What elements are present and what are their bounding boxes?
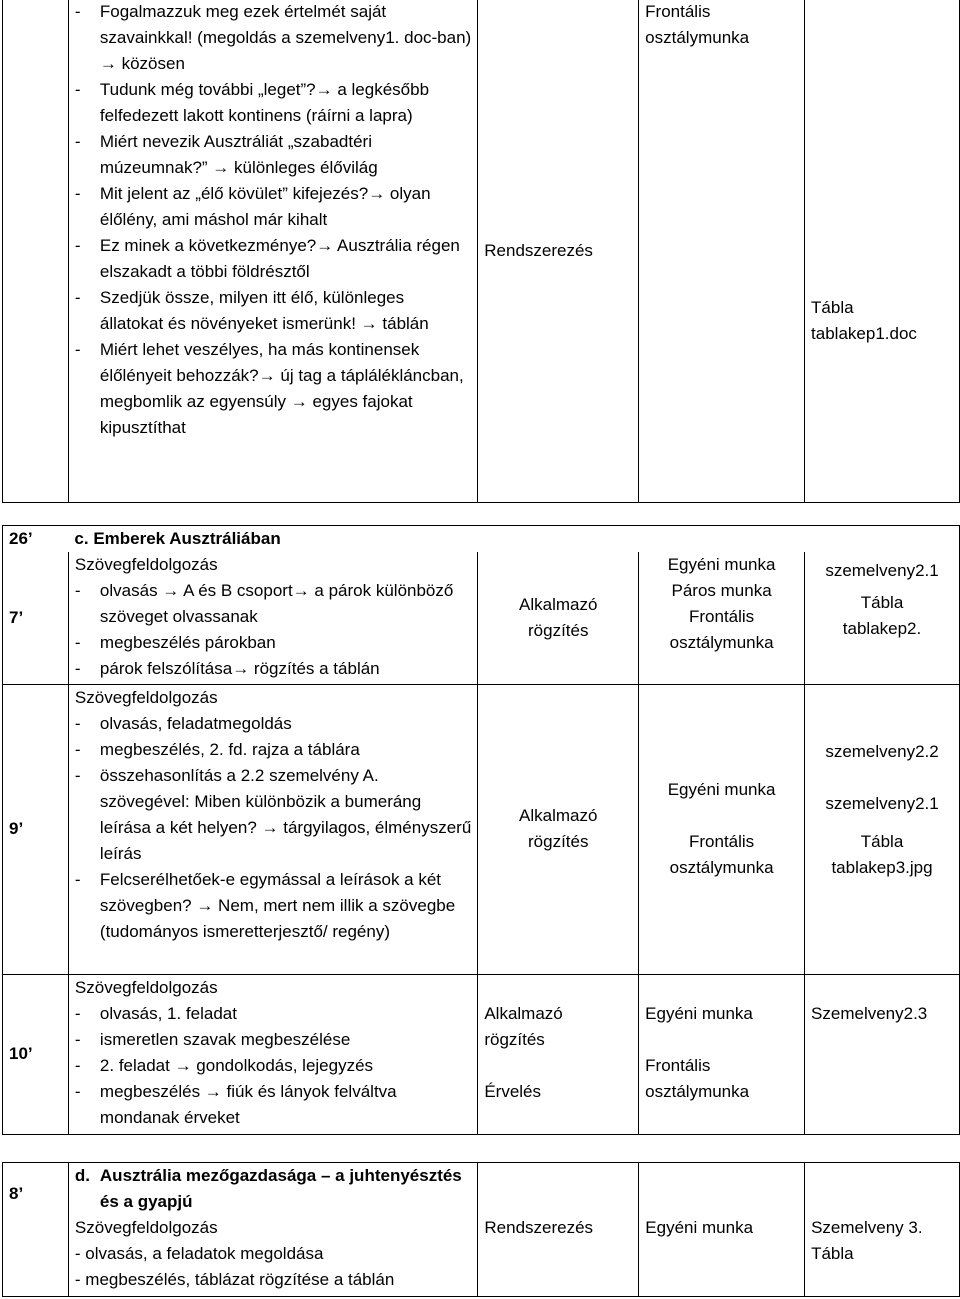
activity-list xyxy=(75,711,471,945)
activity-list xyxy=(75,1001,471,1131)
activity-list xyxy=(75,578,471,682)
phase-label: Rendszerezés xyxy=(484,240,593,260)
tool-item: szemelveny2.1 xyxy=(825,793,939,813)
phase-cell xyxy=(478,552,639,684)
work-form-label: Frontális xyxy=(645,1055,711,1075)
list-item: - Tudunk még további „leget”?→ a legkésőbb felfedezett lakott kontinens (ráírni a lapra) xyxy=(75,77,471,129)
activity-heading: Szövegfeldolgozás xyxy=(74,555,218,574)
tool-item: szemelveny2.1 xyxy=(825,561,939,580)
list-item: - Felcserélhetőek-e egymással a leírások a két szövegben? → Nem, mert nem illik a szövegbe (tudományos ismeretterjesztő/ regény) xyxy=(75,867,471,945)
phase-cell xyxy=(478,0,639,503)
list-item: - Ez minek a következménye?→ Ausztrália régen elszakadt a többi földrésztől xyxy=(75,233,471,285)
tool-item: Tábla xyxy=(860,831,904,851)
lesson-table-section-d xyxy=(2,1162,960,1297)
phase-label: Alkalmazó xyxy=(519,806,598,825)
list-item: - megbeszélés → fiúk és lányok felváltva mondanak érveket xyxy=(75,1079,471,1131)
activity-cell xyxy=(68,552,477,684)
work-form-label: Egyéni munka xyxy=(667,780,776,799)
tools-cell xyxy=(805,0,960,503)
tools-cell xyxy=(805,1163,960,1297)
tool-item: Tábla xyxy=(860,593,904,612)
row-time: 8’ xyxy=(3,1163,69,1297)
list-item: - megbeszélés, táblázat rögzítése a táblán xyxy=(74,1270,395,1289)
phase-label: Alkalmazó xyxy=(484,1003,563,1023)
section-time: 26’ xyxy=(3,526,69,553)
work-form-label: Frontális xyxy=(689,832,755,851)
row-time: 9’ xyxy=(3,684,69,974)
work-form-cell xyxy=(639,1163,805,1297)
list-item: - Szedjük össze, milyen itt élő, különleges állatokat és növényeket ismerünk! → táblán xyxy=(75,285,471,337)
time-cell xyxy=(3,0,69,503)
tool-item: szemelveny2.2 xyxy=(825,741,939,761)
row-time: 10’ xyxy=(3,974,69,1134)
table-row xyxy=(3,552,960,684)
list-item: - ismeretlen szavak megbeszélése xyxy=(75,1027,471,1053)
row-time: 7’ xyxy=(3,552,69,684)
work-form-label: Egyéni munka xyxy=(645,1218,754,1237)
activity-cell xyxy=(68,1163,477,1297)
list-item: - megbeszélés párokban xyxy=(75,630,471,656)
phase-label: Alkalmazó xyxy=(519,594,598,614)
tool-item: Tábla xyxy=(811,1244,854,1263)
work-form-label: Egyéni munka xyxy=(645,1003,753,1023)
lesson-table-section-c xyxy=(2,525,960,1135)
activity-heading: Szövegfeldolgozás xyxy=(74,687,218,707)
table-row xyxy=(3,1163,960,1297)
activity-cell xyxy=(68,684,477,974)
work-form-cell xyxy=(639,974,805,1134)
work-form-cell xyxy=(639,552,805,684)
section-letter: d. xyxy=(74,1166,91,1185)
tool-item: tablakep1.doc xyxy=(811,323,917,343)
list-item: - olvasás, 1. feladat xyxy=(75,1001,471,1027)
list-item: - 2. feladat → gondolkodás, lejegyzés xyxy=(75,1053,471,1079)
table-row xyxy=(3,684,960,974)
section-title xyxy=(75,1163,471,1215)
phase-label: Érvelés xyxy=(484,1081,542,1101)
list-item: - összehasonlítás a 2.2 szemelvény A. szövegével: Miben különbözik a bumeráng leírása a két helyen? → tárgyilagos, élményszerű leírás xyxy=(75,763,471,867)
list-item: - Fogalmazzuk meg ezek értelmét saját szavainkkal! (megoldás a szemelveny1. doc-ban) → közösen xyxy=(75,0,471,77)
work-form-label: Frontális osztálymunka xyxy=(645,2,750,47)
list-item: - olvasás, a feladatok megoldása xyxy=(74,1244,324,1263)
table-row xyxy=(3,974,960,1134)
phase-cell xyxy=(478,1163,639,1297)
tool-item: tablakep2. xyxy=(842,619,922,638)
work-form-label: osztálymunka xyxy=(645,1081,750,1101)
activity-heading: Szövegfeldolgozás xyxy=(74,1218,218,1237)
list-item: - olvasás, feladatmegoldás xyxy=(75,711,471,737)
work-form-cell xyxy=(639,684,805,974)
phase-label: rögzítés xyxy=(528,832,589,851)
list-item: - megbeszélés, 2. fd. rajza a táblára xyxy=(75,737,471,763)
list-item: - olvasás → A és B csoport→ a párok különböző szöveget olvassanak xyxy=(75,578,471,630)
section-title: c. Emberek Ausztráliában xyxy=(68,526,959,553)
tool-item: Szemelveny2.3 xyxy=(811,1003,928,1023)
list-item: - Mit jelent az „élő kövület” kifejezés?→ olyan élőlény, ami máshol már kihalt xyxy=(75,181,471,233)
section-title-text: Ausztrália mezőgazdasága – a juhtenyésztés és a gyapjú xyxy=(99,1166,462,1211)
list-item: - Miért nevezik Ausztráliát „szabadtéri múzeumnak?” → különleges élővilág xyxy=(75,129,471,181)
work-form-label: Páros munka xyxy=(671,581,772,600)
phase-label: rögzítés xyxy=(484,1029,545,1049)
activity-cell xyxy=(68,974,477,1134)
work-form-label: Egyéni munka xyxy=(667,555,776,574)
work-form-label: osztálymunka xyxy=(669,633,774,652)
activity-heading: Szövegfeldolgozás xyxy=(74,977,218,997)
list-item: - Miért lehet veszélyes, ha más kontinensek élőlényeit behozzák?→ új tag a táplálékláncban, megbomlik az egyensúly → egyes fajokat kipusztíthat xyxy=(75,337,471,441)
activity-list xyxy=(75,0,471,441)
work-form-cell xyxy=(639,0,805,503)
phase-cell xyxy=(478,974,639,1134)
section-header-row xyxy=(3,526,960,553)
tools-cell xyxy=(805,974,960,1134)
tools-cell xyxy=(805,684,960,974)
work-form-label: Frontális xyxy=(689,607,755,626)
tool-item: tablakep3.jpg xyxy=(831,857,933,877)
lesson-table-top xyxy=(2,0,960,503)
activity-cell xyxy=(68,0,477,503)
phase-cell xyxy=(478,684,639,974)
tools-cell xyxy=(805,552,960,684)
table-row xyxy=(3,0,960,503)
list-item: - párok felszólítása→ rögzítés a táblán xyxy=(75,656,471,682)
phase-label: Rendszerezés xyxy=(484,1218,594,1237)
tool-item: Szemelveny 3. xyxy=(811,1218,923,1237)
work-form-label: osztálymunka xyxy=(669,858,774,877)
phase-label: rögzítés xyxy=(528,620,589,640)
tool-item: Tábla xyxy=(811,297,854,317)
